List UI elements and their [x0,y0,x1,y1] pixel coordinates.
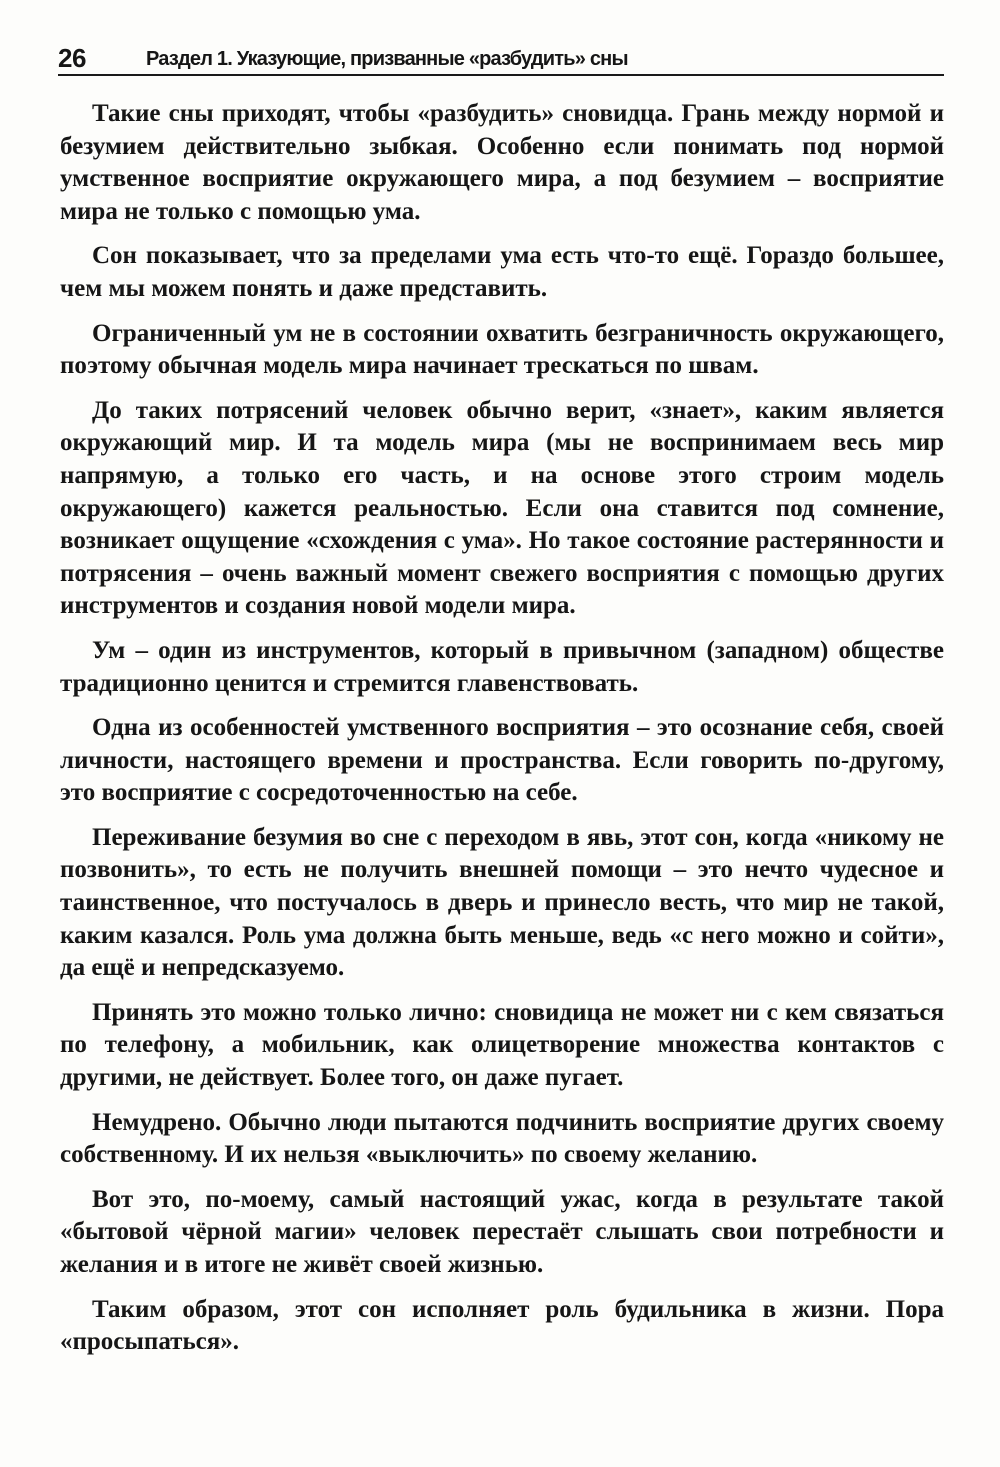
paragraph: Немудрено. Обычно люди пытаются подчинить восприятие других своему собственному. И их нельзя «выключить» по своему желанию. [60,1108,944,1169]
paragraph: Вот это, по-моему, самый настоящий ужас, когда в результате такой «бытовой чёрной магии» человек перестаёт слышать свои потребности и желания и в итоге не живёт своей жизнью. [60,1185,944,1278]
paragraph: Принять это можно только лично: сновидица не может ни с кем связаться по телефону, а мобильник, как олицетворение множества контактов с другими, не действует. Более того, он даже пугает. [60,998,944,1092]
paragraph: Такие сны приходят, чтобы «разбудить» сновидца. Грань между нормой и безумием действительно зыбкая. Особенно если понимать под нормой умственное восприятие окружающего мира, а под безумием – восприятие мира не только с помощью ума. [60,100,944,225]
paragraph: Переживание безумия во сне с переходом в явь, этот сон, когда «никому не позвонить», то есть не получить внешней помощи – это нечто чудесное и таинственное, что постучалось в дверь и принесло весть, что мир не такой, каким казался. Роль ума должна быть меньше, ведь «с него можно и сойти», да ещё и непредсказуемо. [60,823,944,982]
paragraph: Ум – один из инструментов, который в привычном (западном) обществе традиционно ценится и стремится главенствовать. [60,636,944,697]
paragraph: Одна из особенностей умственного восприятия – это осознание себя, своей личности, настоящего времени и пространства. Если говорить по-другому, это восприятие с сосредоточенностью на себе. [60,714,944,807]
body-text [60,98,944,1371]
section-title: Раздел 1. Указующие, призванные «разбудить» сны [146,48,628,70]
paragraph: Сон показывает, что за пределами ума есть что-то ещё. Гораздо большее, чем мы можем понять и даже представить. [60,242,944,302]
running-header [58,40,944,76]
paragraph: До таких потрясений человек обычно верит, «знает», каким является окружающий мир. И та модель мира (мы не воспринимаем весь мир напрямую, а только его часть, и на основе этого строим модель окружающего) кажется реальностью. Если она ставится под сомнение, возникает ощущение «схождения с ума». Но такое состояние растерянности и потрясения – очень важный момент свежего восприятия с помощью других инструментов и создания новой модели мира. [60,396,944,620]
page-number: 26 [58,43,86,73]
paragraph: Ограниченный ум не в состоянии охватить безграничность окружающего, поэтому обычная модель мира начинает трескаться по швам. [60,319,944,380]
paragraph: Таким образом, этот сон исполняет роль будильника в жизни. Пора «просыпаться». [60,1295,944,1356]
